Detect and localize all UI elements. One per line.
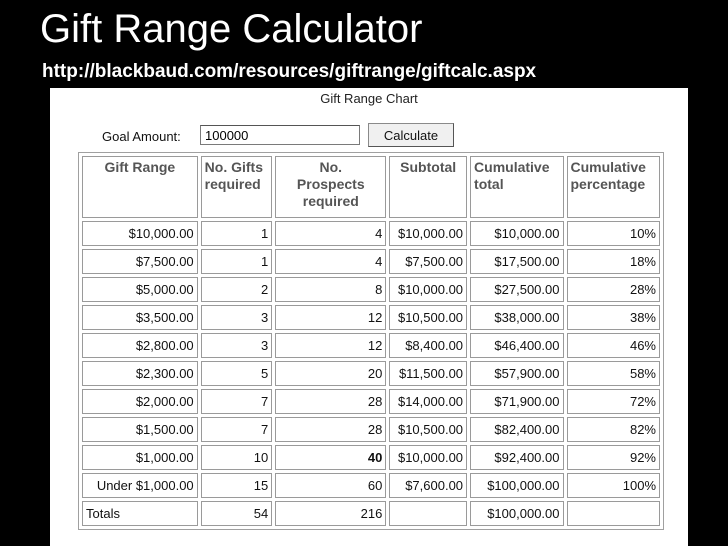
cell-no-prospects: 40 — [275, 445, 386, 470]
cell-subtotal: $10,000.00 — [389, 445, 467, 470]
cell-cumulative-percentage: 82% — [567, 417, 661, 442]
table-row — [82, 305, 660, 330]
table-row — [82, 445, 660, 470]
calculator-screenshot — [50, 88, 688, 546]
table-row — [82, 277, 660, 302]
cell-gift-range: $1,500.00 — [82, 417, 198, 442]
cell-no-prospects: 60 — [275, 473, 386, 498]
cell-gift-range: $2,300.00 — [82, 361, 198, 386]
cell-subtotal: $8,400.00 — [389, 333, 467, 358]
cell-gift-range: $3,500.00 — [82, 305, 198, 330]
cell-no-gifts: 1 — [201, 221, 273, 246]
cell-no-prospects: 20 — [275, 361, 386, 386]
cell-cumulative-percentage: 46% — [567, 333, 661, 358]
cell-no-gifts: 5 — [201, 361, 273, 386]
cell-cumulative-percentage: 38% — [567, 305, 661, 330]
cell-total-prospects: 216 — [275, 501, 386, 526]
cell-cumulative-percentage: 92% — [567, 445, 661, 470]
cell-no-prospects: 28 — [275, 389, 386, 414]
cell-cumulative-total: $46,400.00 — [470, 333, 563, 358]
cell-cumulative-total: $27,500.00 — [470, 277, 563, 302]
cell-cumulative-total: $71,900.00 — [470, 389, 563, 414]
table-row — [82, 221, 660, 246]
cell-cumulative-percentage: 10% — [567, 221, 661, 246]
cell-subtotal: $7,600.00 — [389, 473, 467, 498]
cell-subtotal: $10,500.00 — [389, 305, 467, 330]
table-row — [82, 361, 660, 386]
header-no-prospects: No. Prospects required — [275, 156, 386, 218]
goal-amount-input[interactable] — [200, 125, 360, 145]
cell-gift-range: $7,500.00 — [82, 249, 198, 274]
cell-gift-range: $5,000.00 — [82, 277, 198, 302]
cell-cumulative-total: $57,900.00 — [470, 361, 563, 386]
cell-totals-label: Totals — [82, 501, 198, 526]
cell-subtotal: $10,000.00 — [389, 221, 467, 246]
cell-cumulative-percentage: 18% — [567, 249, 661, 274]
table-header-row — [82, 156, 660, 218]
header-no-gifts: No. Gifts required — [201, 156, 273, 218]
slide-title: Gift Range Calculator — [40, 7, 423, 51]
cell-total-cumulative: $100,000.00 — [470, 501, 563, 526]
cell-no-gifts: 2 — [201, 277, 273, 302]
cell-cumulative-percentage: 72% — [567, 389, 661, 414]
cell-cumulative-percentage: 28% — [567, 277, 661, 302]
cell-subtotal: $10,000.00 — [389, 277, 467, 302]
cell-cumulative-total: $92,400.00 — [470, 445, 563, 470]
cell-gift-range: $2,800.00 — [82, 333, 198, 358]
cell-cumulative-total: $38,000.00 — [470, 305, 563, 330]
cell-subtotal: $11,500.00 — [389, 361, 467, 386]
goal-amount-label: Goal Amount: — [102, 129, 181, 144]
cell-no-gifts: 15 — [201, 473, 273, 498]
cell-subtotal: $7,500.00 — [389, 249, 467, 274]
cell-no-prospects: 12 — [275, 333, 386, 358]
cell-subtotal: $10,500.00 — [389, 417, 467, 442]
table-row — [82, 473, 660, 498]
cell-gift-range: Under $1,000.00 — [82, 473, 198, 498]
cell-no-gifts: 3 — [201, 333, 273, 358]
calculate-button[interactable]: Calculate — [368, 123, 454, 147]
cell-subtotal: $14,000.00 — [389, 389, 467, 414]
cell-no-prospects: 28 — [275, 417, 386, 442]
gift-range-table — [78, 152, 664, 530]
cell-no-gifts: 7 — [201, 417, 273, 442]
table-row — [82, 333, 660, 358]
cell-cumulative-total: $82,400.00 — [470, 417, 563, 442]
cell-no-prospects: 4 — [275, 221, 386, 246]
header-gift-range: Gift Range — [82, 156, 198, 218]
cell-cumulative-total: $10,000.00 — [470, 221, 563, 246]
cell-cumulative-total: $100,000.00 — [470, 473, 563, 498]
cell-no-gifts: 1 — [201, 249, 273, 274]
chart-title: Gift Range Chart — [320, 91, 418, 106]
cell-cumulative-percentage: 100% — [567, 473, 661, 498]
cell-gift-range: $1,000.00 — [82, 445, 198, 470]
cell-no-gifts: 3 — [201, 305, 273, 330]
cell-gift-range: $2,000.00 — [82, 389, 198, 414]
cell-no-prospects: 4 — [275, 249, 386, 274]
cell-no-prospects: 12 — [275, 305, 386, 330]
cell-total-percentage — [567, 501, 661, 526]
slide-url: http://blackbaud.com/resources/giftrange/giftcalc.aspx — [42, 61, 537, 82]
table-row — [82, 389, 660, 414]
cell-gift-range: $10,000.00 — [82, 221, 198, 246]
header-cumulative-total: Cumulative total — [470, 156, 563, 218]
header-subtotal: Subtotal — [389, 156, 467, 218]
header-cumulative-percentage: Cumulative percentage — [567, 156, 661, 218]
table-row — [82, 249, 660, 274]
table-row — [82, 417, 660, 442]
cell-no-gifts: 7 — [201, 389, 273, 414]
cell-cumulative-total: $17,500.00 — [470, 249, 563, 274]
cell-total-subtotal — [389, 501, 467, 526]
cell-cumulative-percentage: 58% — [567, 361, 661, 386]
cell-no-gifts: 10 — [201, 445, 273, 470]
cell-no-prospects: 8 — [275, 277, 386, 302]
cell-total-gifts: 54 — [201, 501, 273, 526]
totals-row — [82, 501, 660, 526]
